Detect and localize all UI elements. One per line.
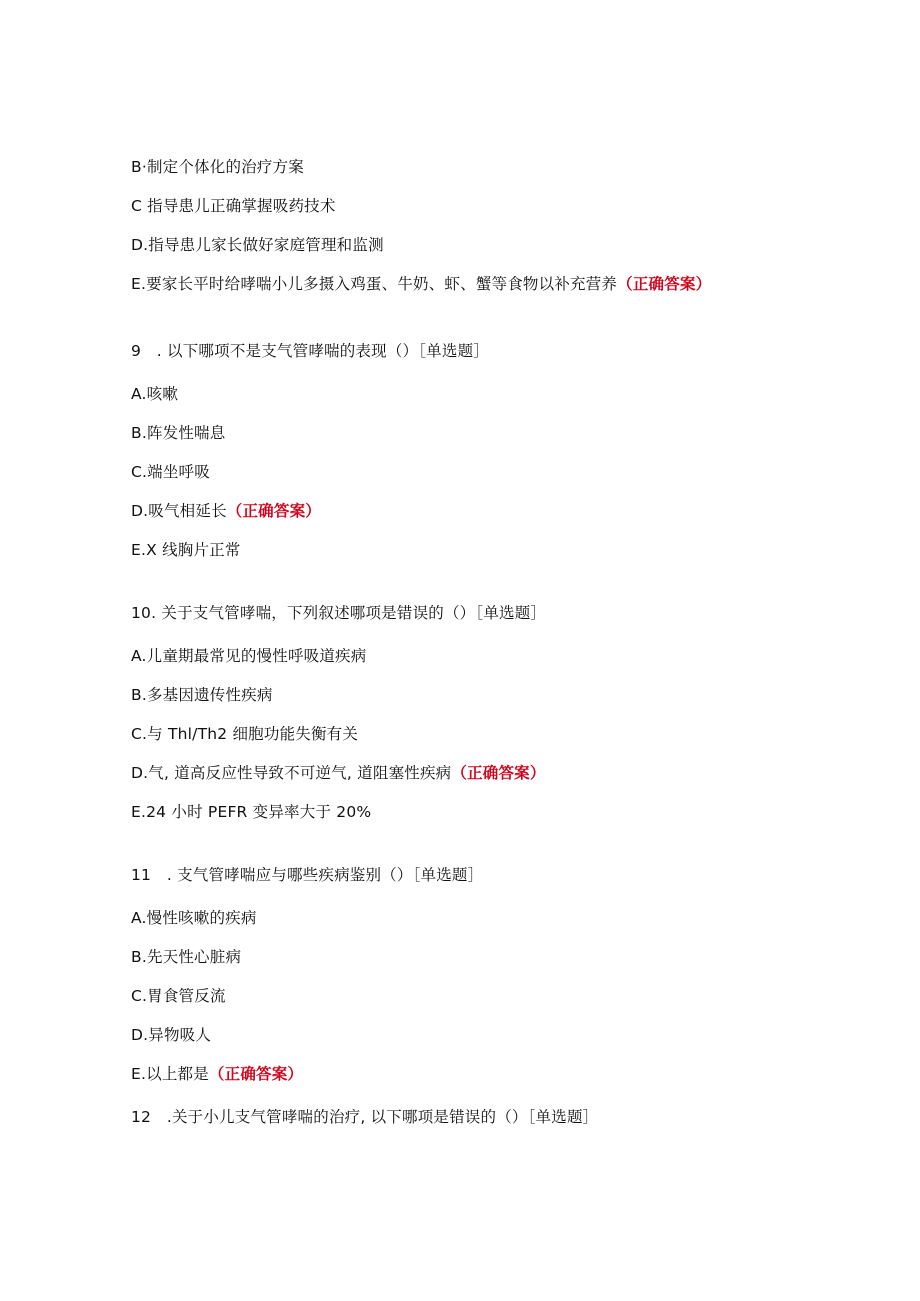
question-title: 10. 关于支气管哮喘，下列叙述哪项是错误的（）［单选题］ [131,604,547,622]
option-line: B.先天性心脏病 [131,948,242,966]
option-line: A.慢性咳嗽的疾病 [131,909,257,927]
question-title: 9 . 以下哪项不是支气管哮喘的表现（）［单选题］ [131,342,489,360]
option-line: B·制定个体化的治疗方案 [131,158,304,176]
option-line: E.要家长平时给哮喘小儿多摄入鸡蛋、牛奶、虾、蟹等食物以补充营养（正确答案） [131,275,712,293]
question-title: 12 .关于小儿支气管哮喘的治疗, 以下哪项是错误的（）［单选题］ [131,1108,599,1126]
option-line: C.胃食管反流 [131,987,226,1005]
option-line: B.多基因遗传性疾病 [131,686,273,704]
correct-answer-mark: （正确答案） [617,275,712,293]
option-line: A.咳嗽 [131,385,179,403]
option-line: C.与 Thl/Th2 细胞功能失衡有关 [131,725,359,743]
option-line: D.异物吸人 [131,1026,212,1044]
option-line: C.端坐呼吸 [131,463,210,481]
correct-answer-mark: （正确答案） [226,502,321,520]
option-line: E.以上都是（正确答案） [131,1065,304,1083]
option-line: E.24 小时 PEFR 变异率大于 20% [131,803,372,821]
correct-answer-mark: （正确答案） [451,764,546,782]
option-line: C 指导患儿正确掌握吸药技术 [131,197,336,215]
option-line: D.指导患儿家长做好家庭管理和监测 [131,236,384,254]
option-line: D.吸气相延长（正确答案） [131,502,321,520]
option-line: E.X 线胸片正常 [131,541,241,559]
option-line: A.儿童期最常见的慢性呼吸道疾病 [131,647,367,665]
question-title: 11 . 支气管哮喘应与哪些疾病鉴别（）［单选题］ [131,866,484,884]
option-line: D.气, 道高反应性导致不可逆气, 道阻塞性疾病（正确答案） [131,764,546,782]
option-line: B.阵发性喘息 [131,424,226,442]
correct-answer-mark: （正确答案） [208,1065,304,1083]
